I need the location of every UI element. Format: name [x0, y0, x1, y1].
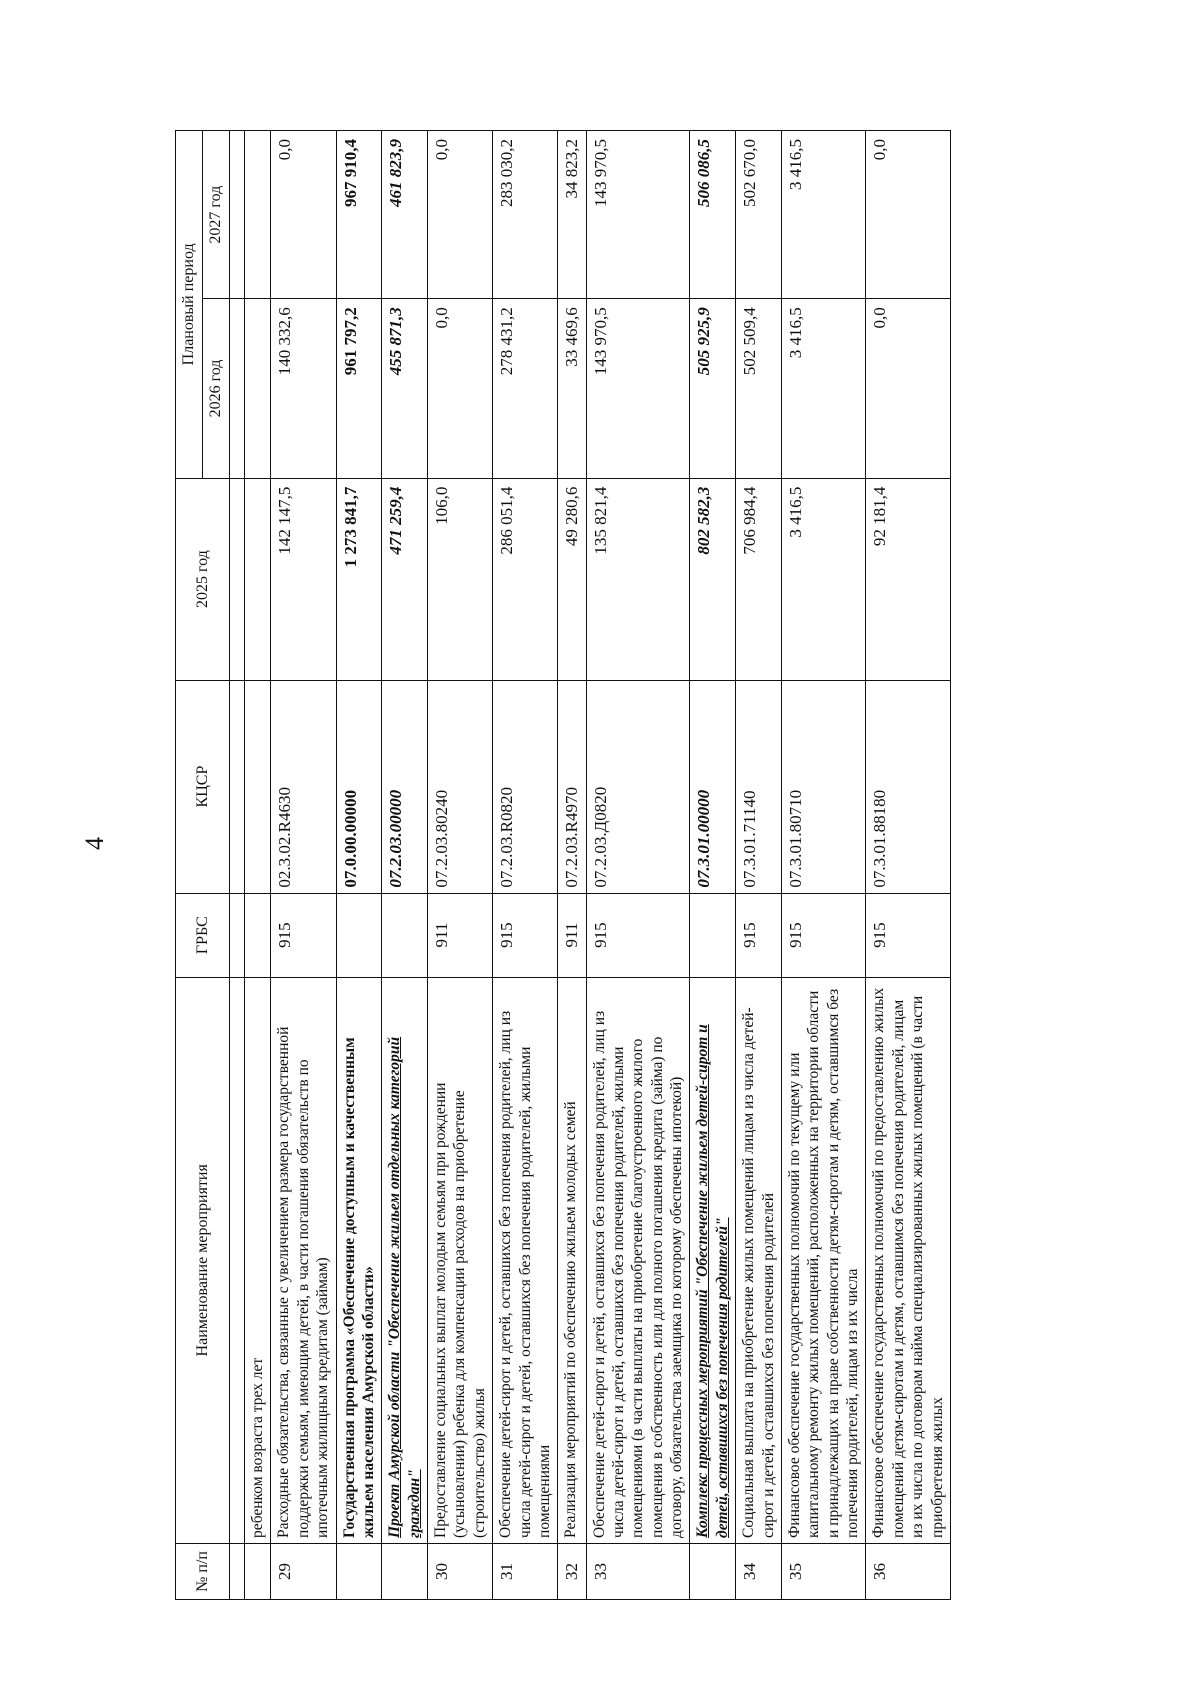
row-grbs: 915 [586, 893, 690, 977]
header-2027: 2027 год [203, 131, 230, 299]
row-grbs: 915 [866, 893, 951, 977]
row-grbs: 915 [271, 893, 336, 977]
row-2025: 142 147,5 [271, 478, 336, 680]
row-2025: 3 416,5 [781, 478, 866, 680]
row-kcsr [245, 680, 271, 893]
table-row [493, 131, 558, 1600]
table-row-program [336, 131, 382, 1600]
row-name: Финансовое обеспечение государственных полномочий по текущему или капитальному ремонту жилых помещений, расположенных на территории области и принадлежащих на праве собственности детям-сиротам и детям, оставшимся без попечения родителей, лицам из их числа [781, 977, 866, 1543]
row-grbs: 915 [736, 893, 782, 977]
header-name: Наименование мероприятия [176, 977, 230, 1543]
row-no [382, 1543, 428, 1599]
row-kcsr: 07.2.03.00000 [382, 680, 428, 893]
row-no: 34 [736, 1543, 782, 1599]
row-2027: 461 823,9 [382, 131, 428, 299]
row-no [690, 1543, 736, 1599]
row-name: Государственная программа «Обеспечение доступным и качественным жильем населения Амурской области» [336, 977, 382, 1543]
row-no [336, 1543, 382, 1599]
row-no: 32 [558, 1543, 586, 1599]
row-2025: 706 984,4 [736, 478, 782, 680]
table-row-complex [690, 131, 736, 1600]
row-2026: 278 431,2 [493, 299, 558, 478]
row-2026: 502 509,4 [736, 299, 782, 478]
row-2026: 505 925,9 [690, 299, 736, 478]
row-name: Социальная выплата на приобретение жилых помещений лицам из числа детей-сирот и детей, оставшихся без попечения родителей [736, 977, 782, 1543]
row-2025 [245, 478, 271, 680]
row-2027 [245, 131, 271, 299]
row-name: Реализация мероприятий по обеспечению жильем молодых семей [558, 977, 586, 1543]
row-2027: 502 670,0 [736, 131, 782, 299]
row-2027: 0,0 [271, 131, 336, 299]
row-no: 30 [428, 1543, 493, 1599]
row-name: Расходные обязательства, связанные с увеличением размера государственной поддержки семьям, имеющим детей, в части погашения обязательств по ипотечным жилищным кредитам (займам) [271, 977, 336, 1543]
row-2026: 143 970,5 [586, 299, 690, 478]
row-name: Комплекс процессных мероприятий "Обеспечение жильем детей-сирот и детей, оставшихся без попечения родителей" [690, 977, 736, 1543]
row-2027: 3 416,5 [781, 131, 866, 299]
row-2026 [245, 299, 271, 478]
row-2027: 34 823,2 [558, 131, 586, 299]
row-kcsr: 07.0.00.00000 [336, 680, 382, 893]
row-grbs: 915 [493, 893, 558, 977]
table-row [586, 131, 690, 1600]
row-no: 33 [586, 1543, 690, 1599]
row-2026: 961 797,2 [336, 299, 382, 478]
row-2026: 3 416,5 [781, 299, 866, 478]
row-kcsr: 07.2.03.Д0820 [586, 680, 690, 893]
row-2027: 0,0 [428, 131, 493, 299]
row-kcsr: 07.3.01.00000 [690, 680, 736, 893]
row-2025: 106,0 [428, 478, 493, 680]
row-no: 35 [781, 1543, 866, 1599]
table-row [558, 131, 586, 1600]
row-grbs: 915 [781, 893, 866, 977]
row-2026: 140 332,6 [271, 299, 336, 478]
row-name: Проект Амурской области "Обеспечение жильем отдельных категорий граждан" [382, 977, 428, 1543]
row-2027: 0,0 [866, 131, 951, 299]
row-2026: 0,0 [428, 299, 493, 478]
row-name: Обеспечение детей-сирот и детей, оставшихся без попечения родителей, лиц из числа детей-сирот и детей, оставшихся без попечения родителей, жилыми помещениями [493, 977, 558, 1543]
row-2025: 286 051,4 [493, 478, 558, 680]
row-kcsr: 07.3.01.80710 [781, 680, 866, 893]
row-2027: 967 910,4 [336, 131, 382, 299]
header-grbs: ГРБС [176, 893, 230, 977]
header-2026: 2026 год [203, 299, 230, 478]
row-no: 36 [866, 1543, 951, 1599]
row-kcsr: 07.2.03.R4970 [558, 680, 586, 893]
row-2025: 92 181,4 [866, 478, 951, 680]
row-grbs [245, 893, 271, 977]
row-2025: 1 273 841,7 [336, 478, 382, 680]
row-kcsr: 07.2.03.80240 [428, 680, 493, 893]
row-2026: 0,0 [866, 299, 951, 478]
header-plan-period: Плановый период [176, 131, 203, 479]
row-grbs [690, 893, 736, 977]
row-2026: 33 469,6 [558, 299, 586, 478]
row-name: Финансовое обеспечение государственных полномочий по предоставлению жилых помещений детям-сиротам и детям, оставшимся без попечения родителей, лицам из их числа по договорам найма специализированных жилых помещений (в части приобретения жилых [866, 977, 951, 1543]
table-row [245, 131, 271, 1600]
table-row [736, 131, 782, 1600]
row-kcsr: 07.3.01.88180 [866, 680, 951, 893]
page-number: 4 [80, 837, 109, 850]
row-2027: 283 030,2 [493, 131, 558, 299]
row-2025: 135 821,4 [586, 478, 690, 680]
table-row [271, 131, 336, 1600]
row-2026: 455 871,3 [382, 299, 428, 478]
row-kcsr: 07.2.03.R0820 [493, 680, 558, 893]
header-2025: 2025 год [176, 478, 230, 680]
row-no: 29 [271, 1543, 336, 1599]
row-grbs: 911 [558, 893, 586, 977]
row-no: 31 [493, 1543, 558, 1599]
row-grbs [336, 893, 382, 977]
row-2025: 802 582,3 [690, 478, 736, 680]
budget-table-sheet [175, 130, 1055, 1600]
table-row [428, 131, 493, 1600]
row-2025: 49 280,6 [558, 478, 586, 680]
row-kcsr: 02.3.02.R4630 [271, 680, 336, 893]
row-grbs [382, 893, 428, 977]
header-kcsr: КЦСР [176, 680, 230, 893]
row-kcsr: 07.3.01.71140 [736, 680, 782, 893]
header-no: № п/п [176, 1543, 230, 1599]
table-row [781, 131, 866, 1600]
row-name: ребенком возраста трех лет [245, 977, 271, 1543]
row-name: Предоставление социальных выплат молодым семьям при рождении (усыновлении) ребенка для компенсации расходов на приобретение (строительство) жилья [428, 977, 493, 1543]
budget-table [175, 130, 951, 1600]
table-row-project [382, 131, 428, 1600]
row-name: Обеспечение детей-сирот и детей, оставшихся без попечения родителей, лиц из числа детей-сирот и детей, оставшихся без попечения родителей, жилыми помещениями (в части выплаты на приобретение благоустроенного жилого помещения в собственность или для полного погашения кредита (займа) по договору, обязательства заемщика по которому обеспечены ипотекой) [586, 977, 690, 1543]
row-2027: 143 970,5 [586, 131, 690, 299]
row-grbs: 911 [428, 893, 493, 977]
table-row [866, 131, 951, 1600]
row-2027: 506 086,5 [690, 131, 736, 299]
row-no [245, 1543, 271, 1599]
row-2025: 471 259,4 [382, 478, 428, 680]
